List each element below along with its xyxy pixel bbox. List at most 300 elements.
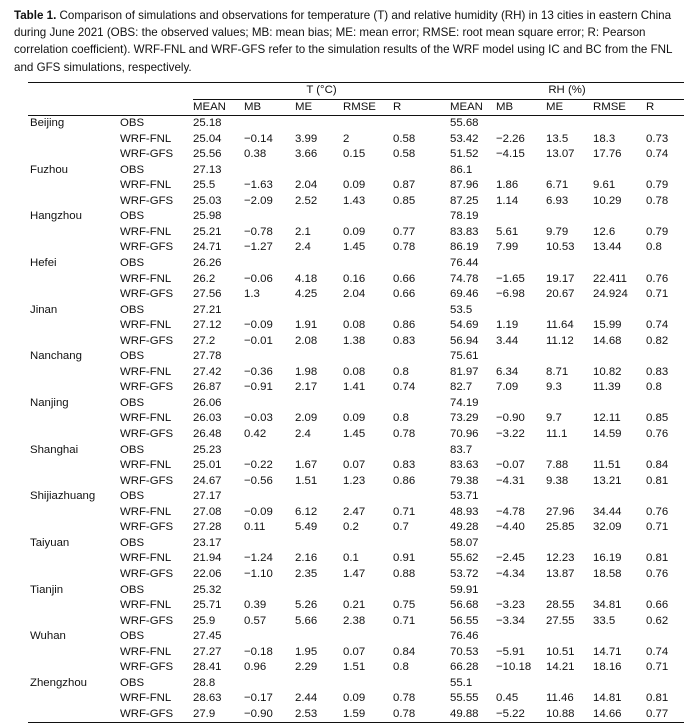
rh-r-cell: [646, 163, 684, 179]
t-mean-cell: 25.9: [193, 614, 216, 627]
t-mean-cell: 25.23: [193, 443, 222, 456]
rh-mb-cell: [496, 116, 546, 132]
t-r-cell: 0.66: [393, 288, 416, 301]
rh-rmse-cell: 13.44: [593, 241, 622, 254]
rh-rmse-cell: 32.09: [593, 521, 622, 534]
t-rmse-cell: 2: [343, 132, 350, 145]
city-cell: [28, 458, 120, 474]
rh-mean-cell: 56.68: [450, 599, 479, 612]
table-row: [28, 660, 684, 676]
t-mb-cell: −1.24: [244, 552, 273, 565]
rh-mean-cell: 53.72: [450, 567, 479, 580]
t-rmse-cell: [343, 443, 393, 459]
city-cell: [28, 505, 120, 521]
rh-rmse-cell: 22.411: [593, 272, 627, 285]
column-header: MEAN: [450, 99, 496, 116]
rh-mb-cell: [496, 443, 546, 459]
t-mean-cell: 27.78: [193, 350, 222, 363]
rh-mb-cell: 1.86: [496, 179, 519, 192]
rh-rmse-cell: 14.66: [593, 707, 646, 723]
source-cell: WRF-GFS: [120, 241, 174, 254]
rh-mean-cell: 79.38: [450, 474, 479, 487]
city-cell: [28, 132, 120, 148]
column-header: ME: [295, 99, 343, 116]
t-mean-cell: 27.28: [193, 521, 222, 534]
rh-mean-cell: 70.96: [450, 428, 479, 441]
city-cell: [28, 225, 120, 241]
t-me-cell: 2.44: [295, 692, 318, 705]
t-me-cell: 4.25: [295, 288, 318, 301]
rh-mean-cell: 73.29: [450, 412, 479, 425]
rh-me-cell: [546, 163, 593, 179]
rh-mb-cell: −4.40: [496, 521, 525, 534]
rh-me-cell: 10.88: [546, 707, 593, 723]
t-rmse-cell: [343, 116, 393, 132]
t-mean-cell: 28.41: [193, 661, 222, 674]
rh-r-cell: 0.79: [646, 225, 669, 238]
table-row: [28, 427, 684, 443]
table-row: [28, 489, 684, 505]
rh-mb-cell: [496, 396, 546, 412]
t-r-cell: 0.91: [393, 552, 416, 565]
city-cell: [28, 147, 120, 163]
table-row: [28, 536, 684, 552]
source-cell: WRF-GFS: [120, 428, 174, 441]
rh-mb-cell: 7.99: [496, 241, 519, 254]
table-row: [28, 505, 684, 521]
table-row: [28, 645, 684, 661]
source-cell: WRF-FNL: [120, 132, 172, 145]
t-rmse-cell: 1.45: [343, 428, 366, 441]
t-r-cell: 0.71: [393, 505, 416, 518]
rh-mb-cell: 0.45: [496, 692, 519, 705]
rh-mean-cell: 83.7: [450, 443, 473, 456]
city-cell: Nanchang: [30, 350, 82, 363]
rh-r-cell: [646, 116, 684, 132]
rh-mean-cell: 55.68: [450, 117, 479, 130]
rh-r-cell: 0.8: [646, 381, 662, 394]
table-row: [28, 272, 684, 288]
rh-mean-cell: 74.78: [450, 272, 479, 285]
t-mean-cell: 27.21: [193, 303, 222, 316]
rh-r-cell: [646, 629, 684, 645]
city-cell: [28, 318, 120, 334]
column-header: R: [393, 99, 450, 116]
rh-rmse-cell: 12.6: [593, 225, 616, 238]
t-r-cell: 0.8: [393, 661, 409, 674]
t-rmse-cell: 0.09: [343, 692, 366, 705]
rh-rmse-cell: [593, 116, 646, 132]
t-mb-cell: −0.09: [244, 319, 273, 332]
rh-mean-cell: 58.07: [450, 536, 479, 549]
t-r-cell: 0.87: [393, 179, 416, 192]
t-rmse-cell: [343, 303, 393, 319]
t-r-cell: 0.78: [393, 692, 416, 705]
rh-mean-cell: 55.1: [450, 676, 473, 689]
city-cell: [28, 474, 120, 490]
t-r-cell: 0.78: [393, 428, 416, 441]
t-r-cell: 0.83: [393, 459, 416, 472]
rh-mb-cell: −3.34: [496, 614, 525, 627]
t-me-cell: 2.09: [295, 412, 318, 425]
t-rmse-cell: 0.07: [343, 645, 366, 658]
caption-text: Comparison of simulations and observations for temperature (T) and relative humidity (RH) in 13 cities in eastern China during June 2021 (OBS: the observed values; MB: mean bias; ME: mean error; RMSE: root mean square error; R: Pearson correlation coefficient). WRF-FNL and WRF-GFS refer to the simulation results of the WRF model using IC and BC from the FNL and GFS simulations, respectively.: [14, 9, 673, 74]
column-header: MEAN: [193, 99, 244, 116]
rh-rmse-cell: [593, 256, 646, 272]
rh-rmse-cell: 12.11: [593, 412, 621, 425]
rh-me-cell: [546, 349, 593, 365]
t-rmse-cell: 1.47: [343, 567, 366, 580]
rh-r-cell: 0.76: [646, 567, 669, 580]
rh-me-cell: 13.07: [546, 148, 575, 161]
t-rmse-cell: 1.41: [343, 381, 366, 394]
city-cell: [28, 272, 120, 288]
t-rmse-cell: [343, 209, 393, 225]
source-cell: WRF-GFS: [120, 567, 174, 580]
t-r-cell: 0.86: [393, 319, 416, 332]
t-r-cell: [393, 583, 450, 599]
rh-mean-cell: 56.94: [450, 334, 479, 347]
source-cell: WRF-FNL: [120, 552, 172, 565]
rh-r-cell: 0.74: [646, 645, 669, 658]
t-mb-cell: [244, 676, 295, 692]
t-rmse-cell: 0.1: [343, 552, 359, 565]
t-mb-cell: −0.09: [244, 505, 273, 518]
rh-r-cell: 0.76: [646, 428, 669, 441]
rh-rmse-cell: [593, 396, 646, 412]
rh-me-cell: 8.71: [546, 365, 569, 378]
t-rmse-cell: [343, 676, 393, 692]
t-mb-cell: −0.01: [244, 334, 273, 347]
t-mean-cell: 23.17: [193, 536, 222, 549]
t-me-cell: [295, 303, 343, 319]
t-mb-cell: [244, 443, 295, 459]
rh-mean-cell: 83.83: [450, 225, 479, 238]
t-rmse-cell: 2.04: [343, 288, 366, 301]
t-mean-cell: 25.5: [193, 179, 216, 192]
rh-mean-cell: 66.28: [450, 661, 479, 674]
t-r-cell: 0.85: [393, 194, 416, 207]
t-mean-cell: 24.71: [193, 241, 222, 254]
rh-mean-cell: 49.88: [450, 707, 496, 723]
city-cell: [28, 287, 120, 303]
rh-r-cell: 0.62: [646, 614, 669, 627]
rh-rmse-cell: 14.81: [593, 692, 622, 705]
t-mb-cell: −0.18: [244, 645, 273, 658]
t-mb-cell: [244, 209, 295, 225]
city-cell: Taiyuan: [30, 536, 70, 549]
rh-mean-cell: 51.52: [450, 148, 479, 161]
rh-mean-cell: 87.25: [450, 194, 479, 207]
rh-mean-cell: 81.97: [450, 365, 479, 378]
table-row: [28, 318, 684, 334]
rh-rmse-cell: [593, 629, 646, 645]
rh-r-cell: 0.84: [646, 459, 669, 472]
city-cell: [28, 427, 120, 443]
t-me-cell: 5.26: [295, 599, 318, 612]
rh-mean-cell: 53.71: [450, 490, 479, 503]
table-body: [28, 83, 684, 723]
column-header: ME: [546, 99, 593, 116]
rh-me-cell: [546, 629, 593, 645]
source-cell: OBS: [120, 210, 145, 223]
t-mean-cell: 25.03: [193, 194, 222, 207]
city-cell: [28, 551, 120, 567]
rh-rmse-cell: 10.29: [593, 194, 622, 207]
t-me-cell: [295, 676, 343, 692]
rh-mb-cell: [496, 163, 546, 179]
t-rmse-cell: 1.51: [343, 661, 366, 674]
source-cell: WRF-FNL: [120, 365, 172, 378]
rh-mb-cell: −5.22: [496, 707, 546, 723]
source-cell: OBS: [120, 490, 145, 503]
rh-r-cell: 0.79: [646, 179, 669, 192]
city-cell: [28, 240, 120, 256]
t-rmse-cell: 0.08: [343, 365, 366, 378]
rh-mb-cell: −5.91: [496, 645, 525, 658]
t-mean-cell: 27.56: [193, 288, 222, 301]
t-rmse-cell: 0.16: [343, 272, 366, 285]
t-mean-cell: 25.18: [193, 117, 222, 130]
source-cell: OBS: [120, 303, 145, 316]
source-cell: OBS: [120, 676, 145, 689]
rh-mean-cell: 48.93: [450, 505, 479, 518]
rh-rmse-cell: 33.5: [593, 614, 616, 627]
rh-mb-cell: [496, 303, 546, 319]
t-mean-cell: 21.94: [193, 552, 222, 565]
t-mean-cell: 25.71: [193, 599, 222, 612]
rh-r-cell: 0.66: [646, 599, 669, 612]
t-me-cell: 2.17: [295, 381, 318, 394]
source-cell: OBS: [120, 117, 145, 130]
t-mean-cell: 27.08: [193, 505, 222, 518]
rh-me-cell: 11.12: [546, 334, 574, 347]
rh-r-cell: 0.73: [646, 132, 669, 145]
table-row: [28, 349, 684, 365]
t-me-cell: 3.66: [295, 148, 318, 161]
table-row: [28, 551, 684, 567]
city-cell: [28, 380, 120, 396]
source-cell: WRF-GFS: [120, 381, 174, 394]
rh-me-cell: 27.96: [546, 505, 575, 518]
rh-me-cell: [546, 676, 593, 692]
t-rmse-cell: 1.45: [343, 241, 366, 254]
t-mb-cell: [244, 396, 295, 412]
rh-me-cell: 13.87: [546, 567, 575, 580]
source-cell: WRF-FNL: [120, 645, 172, 658]
t-r-cell: [393, 163, 450, 179]
source-cell: WRF-GFS: [120, 614, 174, 627]
source-cell: OBS: [120, 536, 145, 549]
rh-me-cell: 25.85: [546, 521, 575, 534]
t-mb-cell: 0.38: [244, 148, 267, 161]
rh-r-cell: 0.76: [646, 505, 669, 518]
table-row: [28, 380, 684, 396]
table-row: [28, 443, 684, 459]
t-rmse-cell: [343, 629, 393, 645]
source-cell: OBS: [120, 257, 145, 270]
rh-rmse-cell: 24.924: [593, 288, 628, 301]
t-me-cell: 6.12: [295, 505, 318, 518]
t-me-cell: [295, 349, 343, 365]
t-r-cell: [393, 489, 450, 505]
rh-mb-cell: −10.18: [496, 661, 532, 674]
rh-me-cell: 28.55: [546, 599, 575, 612]
t-r-cell: [393, 303, 450, 319]
t-me-cell: [295, 163, 343, 179]
t-rmse-cell: 1.23: [343, 474, 366, 487]
t-me-cell: 2.16: [295, 552, 318, 565]
city-cell: Hangzhou: [30, 210, 82, 223]
city-cell: Tianjin: [30, 583, 64, 596]
t-r-cell: 0.77: [393, 225, 416, 238]
t-me-cell: [295, 396, 343, 412]
rh-rmse-cell: 13.21: [593, 474, 622, 487]
rh-rmse-cell: 14.68: [593, 334, 622, 347]
t-me-cell: [295, 536, 343, 552]
city-cell: [28, 598, 120, 614]
table-row: [28, 691, 684, 707]
t-rmse-cell: 0.21: [343, 599, 366, 612]
t-rmse-cell: 0.09: [343, 225, 366, 238]
rh-mb-cell: −1.65: [496, 272, 525, 285]
source-cell: WRF-FNL: [120, 505, 172, 518]
t-me-cell: 2.52: [295, 194, 318, 207]
rh-me-cell: 6.93: [546, 194, 569, 207]
rh-me-cell: 9.79: [546, 225, 569, 238]
table-row: [28, 365, 684, 381]
rh-rmse-cell: 11.51: [593, 459, 621, 472]
source-cell: OBS: [120, 583, 145, 596]
t-mb-cell: [244, 349, 295, 365]
rh-mb-cell: −2.45: [496, 552, 525, 565]
t-mb-cell: −0.22: [244, 459, 273, 472]
rh-mb-cell: −4.31: [496, 474, 525, 487]
city-cell: Shijiazhuang: [30, 490, 96, 503]
rh-mb-cell: [496, 676, 546, 692]
rh-me-cell: [546, 396, 593, 412]
table-row: [28, 598, 684, 614]
t-mb-cell: 1.3: [244, 288, 260, 301]
column-header: RMSE: [343, 99, 393, 116]
city-cell: Beijing: [30, 117, 65, 130]
city-cell: [28, 645, 120, 661]
rh-mb-cell: [496, 489, 546, 505]
rh-mb-cell: 1.19: [496, 319, 519, 332]
t-mean-cell: 27.17: [193, 490, 222, 503]
t-rmse-cell: 0.09: [343, 179, 366, 192]
rh-r-cell: 0.71: [646, 288, 669, 301]
table-row: [28, 707, 684, 723]
source-cell: OBS: [120, 396, 145, 409]
t-rmse-cell: 1.59: [343, 707, 393, 723]
t-mb-cell: −0.17: [244, 692, 273, 705]
t-me-cell: 2.1: [295, 225, 311, 238]
t-mb-cell: 0.39: [244, 599, 267, 612]
rh-mb-cell: −4.34: [496, 567, 525, 580]
rh-r-cell: 0.81: [646, 692, 669, 705]
table-row: [28, 240, 684, 256]
rh-r-cell: [646, 676, 684, 692]
table-row: [28, 147, 684, 163]
rh-mb-cell: −4.15: [496, 148, 525, 161]
t-me-cell: [295, 489, 343, 505]
column-header: RMSE: [593, 99, 646, 116]
t-mean-cell: 27.45: [193, 630, 222, 643]
t-mb-cell: 0.57: [244, 614, 267, 627]
t-r-cell: 0.8: [393, 412, 409, 425]
rh-mean-cell: 53.5: [450, 303, 473, 316]
rh-mean-cell: 69.46: [450, 288, 479, 301]
t-mb-cell: [244, 536, 295, 552]
rh-r-cell: [646, 303, 684, 319]
rh-r-cell: 0.8: [646, 241, 662, 254]
t-r-cell: [393, 396, 450, 412]
rh-rmse-cell: 11.39: [593, 381, 621, 394]
city-cell: Hefei: [30, 257, 57, 270]
table-row: [28, 256, 684, 272]
t-mb-cell: [244, 629, 295, 645]
rh-mb-cell: 6.34: [496, 365, 519, 378]
city-cell: [28, 520, 120, 536]
rh-r-cell: 0.74: [646, 148, 669, 161]
t-me-cell: 3.99: [295, 132, 318, 145]
source-cell: WRF-GFS: [120, 334, 174, 347]
city-cell: Fuzhou: [30, 163, 68, 176]
t-mb-cell: −0.03: [244, 412, 273, 425]
t-me-cell: 1.51: [295, 474, 318, 487]
rh-r-cell: 0.83: [646, 365, 669, 378]
rh-mean-cell: 76.44: [450, 257, 479, 270]
t-me-cell: [295, 209, 343, 225]
rh-me-cell: 7.88: [546, 459, 569, 472]
t-mean-cell: 27.9: [193, 707, 244, 723]
t-mb-cell: 0.96: [244, 661, 267, 674]
rh-me-cell: 20.67: [546, 288, 575, 301]
source-cell: OBS: [120, 630, 145, 643]
rh-mb-cell: 3.44: [496, 334, 519, 347]
rh-me-cell: 14.21: [546, 661, 575, 674]
rh-me-cell: 27.55: [546, 614, 575, 627]
source-cell: WRF-GFS: [120, 521, 174, 534]
column-header: MB: [244, 99, 295, 116]
rh-rmse-cell: 34.81: [593, 599, 622, 612]
rh-rmse-cell: 16.19: [593, 552, 622, 565]
rh-rmse-cell: [593, 303, 646, 319]
rh-rmse-cell: [593, 676, 646, 692]
t-me-cell: 1.91: [295, 319, 318, 332]
t-rmse-cell: [343, 536, 393, 552]
t-r-cell: [393, 349, 450, 365]
rh-r-cell: [646, 536, 684, 552]
rh-mean-cell: 76.46: [450, 630, 479, 643]
rh-mean-cell: 49.28: [450, 521, 479, 534]
rh-me-cell: [546, 256, 593, 272]
city-cell: [28, 614, 120, 630]
t-me-cell: 2.08: [295, 334, 318, 347]
city-cell: Nanjing: [30, 396, 69, 409]
source-cell: OBS: [120, 350, 145, 363]
t-me-cell: 5.66: [295, 614, 318, 627]
t-rmse-cell: 0.09: [343, 412, 366, 425]
comparison-table: [28, 82, 684, 723]
city-cell: [28, 567, 120, 583]
rh-r-cell: [646, 209, 684, 225]
group-header-temperature: T (°C): [193, 83, 450, 100]
t-me-cell: 2.04: [295, 179, 318, 192]
rh-mb-cell: −6.98: [496, 288, 525, 301]
rh-rmse-cell: 9.61: [593, 179, 616, 192]
